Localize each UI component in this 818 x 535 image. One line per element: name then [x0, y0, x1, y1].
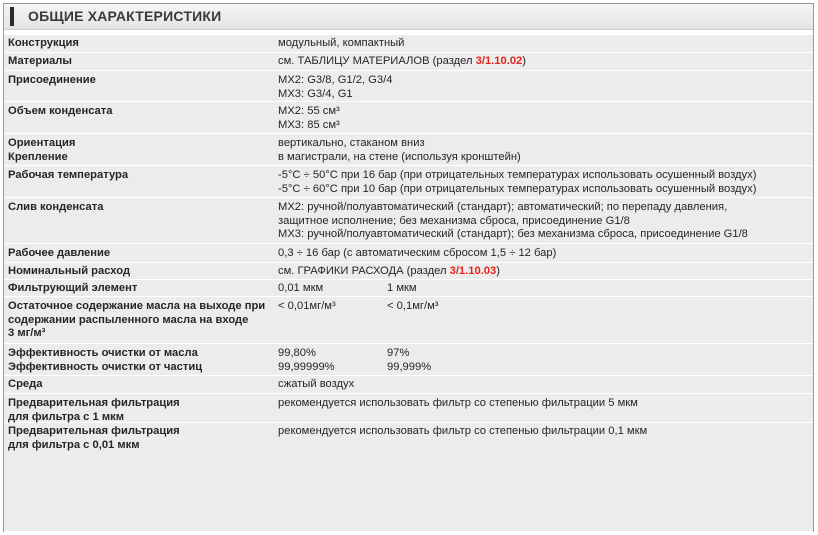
- spec-row-condensate-drain: [4, 198, 813, 244]
- spec-label: Присоединение: [8, 74, 96, 86]
- spec-value: 0,01 мкм: [278, 282, 324, 294]
- spec-row-filter-element: [4, 280, 813, 297]
- spec-value-2: < 0,1мг/м³: [387, 300, 439, 312]
- spec-label: Остаточное содержание масла на выходе при содержании распыленного масла на входе 3 мг/м³: [8, 300, 266, 340]
- materials-section-link[interactable]: 3/1.10.02: [475, 55, 523, 67]
- spec-value: см. ТАБЛИЦУ МАТЕРИАЛОВ (раздел 3/1.10.02): [278, 55, 527, 67]
- spec-label: Эффективность очистки от масла Эффективность очистки от частиц: [8, 347, 203, 373]
- spec-row-efficiency: [4, 344, 813, 376]
- spec-row-nominal-flow: [4, 263, 813, 280]
- spec-row-prefiltration-1um: [4, 394, 813, 423]
- spec-label: Среда: [8, 378, 43, 390]
- header-accent-bar: [10, 7, 14, 26]
- spec-label: Материалы: [8, 55, 72, 67]
- spec-value: 0,3 ÷ 16 бар (с автоматическим сбросом 1,5 ÷ 12 бар): [278, 247, 557, 259]
- spec-value: рекомендуется использовать фильтр со степенью фильтрации 0,1 мкм: [278, 425, 648, 437]
- spec-label: Рабочая температура: [8, 169, 129, 181]
- characteristics-panel: [3, 3, 814, 532]
- spec-value-2: 97% 99,999%: [387, 347, 432, 373]
- spec-value-2: 1 мкм: [387, 282, 417, 294]
- spec-label: Слив конденсата: [8, 201, 104, 213]
- spec-label: Предварительная фильтрация для фильтра с 0,01 мкм: [8, 425, 180, 451]
- spec-row-condensate-volume: [4, 102, 813, 134]
- spec-value: MX2: ручной/полуавтоматический (стандарт); автоматический; по перепаду давления, защитное исполнение; без механизма сброса, присоединение G1/8 MX3: ручной/полуавтоматический (стандарт); без механизма сброса, присоединение G1/8: [278, 201, 748, 241]
- section-title: ОБЩИЕ ХАРАКТЕРИСТИКИ: [28, 8, 222, 24]
- spec-label: Объем конденсата: [8, 105, 113, 117]
- spec-row-materials: [4, 53, 813, 71]
- spec-row-working-temperature: [4, 166, 813, 198]
- spec-label: Ориентация Крепление: [8, 137, 76, 163]
- spec-value: модульный, компактный: [278, 37, 405, 49]
- spec-label: Фильтрующий элемент: [8, 282, 138, 294]
- flow-charts-section-link[interactable]: 3/1.10.03: [449, 265, 497, 277]
- spec-row-orientation-mounting: [4, 134, 813, 166]
- spec-row-residual-oil: [4, 297, 813, 344]
- spec-value: сжатый воздух: [278, 378, 355, 390]
- spec-value: MX2: G3/8, G1/2, G3/4 MX3: G3/4, G1: [278, 74, 393, 100]
- spec-value: 99,80% 99,99999%: [278, 347, 335, 373]
- spec-value: рекомендуется использовать фильтр со степенью фильтрации 5 мкм: [278, 397, 638, 409]
- spec-row-working-pressure: [4, 244, 813, 263]
- spec-value: < 0,01мг/м³: [278, 300, 336, 312]
- spec-label: Номинальный расход: [8, 265, 131, 277]
- spec-row-construction: [4, 35, 813, 53]
- spec-value: вертикально, стаканом вниз в магистрали, на стене (используя кронштейн): [278, 137, 521, 163]
- spec-value: -5°C ÷ 50°C при 16 бар (при отрицательных температурах использовать осушенный воздух) -5°C ÷ 60°C при 10 бар (при отрицательных температурах использовать осушенный воздух): [278, 169, 757, 195]
- spec-value: MX2: 55 см³ MX3: 85 см³: [278, 105, 340, 131]
- section-header: [4, 4, 813, 30]
- spec-value: см. ГРАФИКИ РАСХОДА (раздел 3/1.10.03): [278, 265, 500, 277]
- spec-label: Конструкция: [8, 37, 79, 49]
- spec-label: Рабочее давление: [8, 247, 111, 259]
- spec-row-medium: [4, 376, 813, 394]
- spec-row-connection: [4, 71, 813, 102]
- spec-row-prefiltration-001um: [4, 423, 813, 532]
- spec-label: Предварительная фильтрация для фильтра с 1 мкм: [8, 397, 180, 423]
